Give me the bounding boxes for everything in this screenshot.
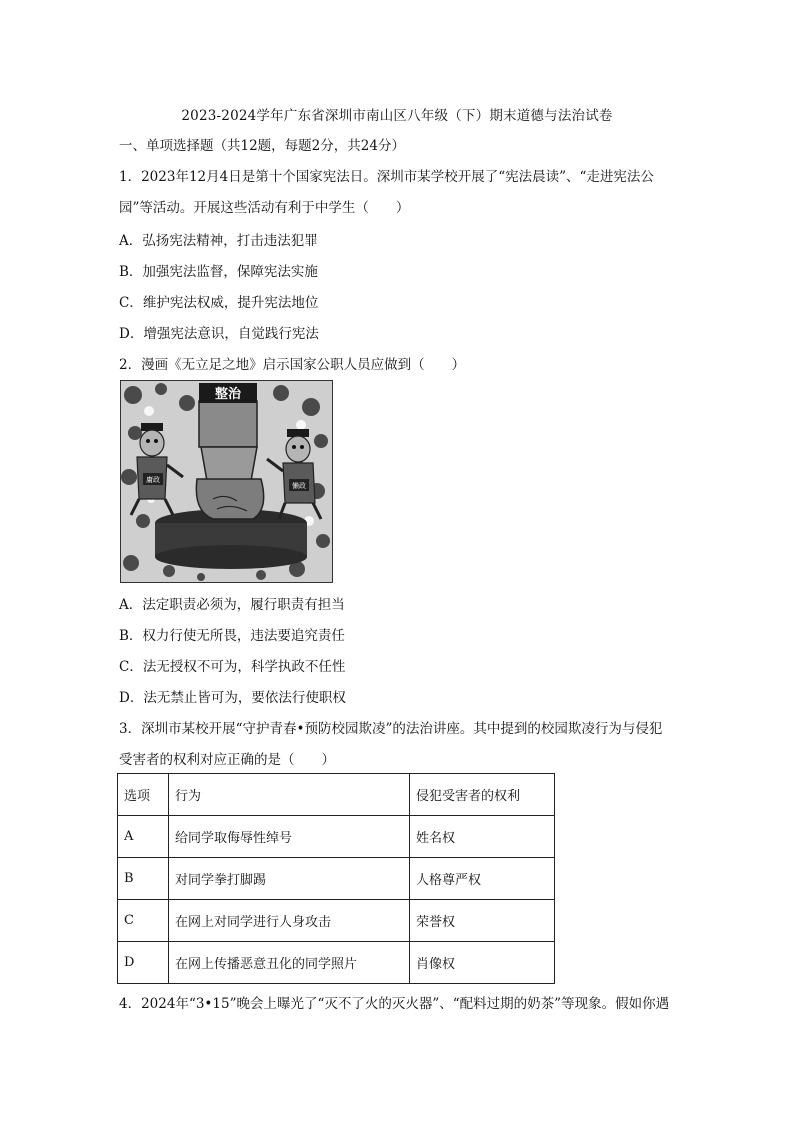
- table-cell: 肖像权: [410, 942, 555, 984]
- q3-stem-line1: 3．深圳市某校开展“守护青春•预防校园欺凌”的法治讲座。其中提到的校园欺凌行为与侵犯: [119, 721, 663, 737]
- table-row: [118, 858, 555, 900]
- table-cell: A: [118, 816, 169, 858]
- q2-stem: 2．漫画《无立足之地》启示国家公职人员应做到（ ）: [119, 357, 466, 373]
- q3-stem-line2: 受害者的权利对应正确的是（ ）: [119, 752, 335, 768]
- q1-option-c: C．维护宪法权威，提升宪法地位: [119, 295, 319, 311]
- q3-table: [117, 773, 555, 984]
- cartoon-left-label: 庸政: [146, 476, 160, 484]
- table-cell: 人格尊严权: [410, 858, 555, 900]
- table-header-row: [118, 774, 555, 816]
- table-cell: 在网上传播恶意丑化的同学照片: [169, 942, 410, 984]
- q2-option-c: C．法无授权不可为，科学执政不任性: [119, 659, 346, 675]
- cartoon-right-label: 懒政: [292, 482, 306, 490]
- q2-option-a: A．法定职责必须为，履行职责有担当: [119, 597, 345, 613]
- table-header-cell: 侵犯受害者的权利: [410, 774, 555, 816]
- table-cell: 给同学取侮辱性绰号: [169, 816, 410, 858]
- section-heading: 一、单项选择题（共12题，每题2分，共24分）: [119, 138, 405, 154]
- table-cell: 荣誉权: [410, 900, 555, 942]
- table-row: [118, 942, 555, 984]
- table-cell: 对同学拳打脚踢: [169, 858, 410, 900]
- q2-option-d: D．法无禁止皆可为，要依法行使职权: [119, 690, 346, 706]
- q1-option-d: D．增强宪法意识，自觉践行宪法: [119, 326, 319, 342]
- q1-stem-line2: 园”等活动。开展这些活动有利于中学生（ ）: [119, 200, 410, 216]
- cartoon-image: [120, 380, 333, 583]
- table-header-cell: 选项: [118, 774, 169, 816]
- table-cell: 姓名权: [410, 816, 555, 858]
- q2-option-b: B．权力行使无所畏，违法要追究责任: [119, 628, 345, 644]
- table-cell: C: [118, 900, 169, 942]
- table-row: [118, 816, 555, 858]
- q1-option-a: A．弘扬宪法精神，打击违法犯罪: [119, 233, 318, 249]
- q4-stem-line1: 4．2024年“3•15”晚会上曝光了“灭不了火的灭火器”、“配料过期的奶茶”等现象。假如你遇: [119, 996, 670, 1012]
- q1-option-b: B．加强宪法监督，保障宪法实施: [119, 264, 318, 280]
- table-cell: 在网上对同学进行人身攻击: [169, 900, 410, 942]
- table-cell: B: [118, 858, 169, 900]
- table-cell: D: [118, 942, 169, 984]
- table-row: [118, 900, 555, 942]
- cartoon-banner-text: 整治: [214, 387, 242, 402]
- q1-stem-line1: 1．2023年12月4日是第十个国家宪法日。深圳市某学校开展了“宪法晨读”、“走进宪法公: [119, 169, 654, 185]
- exam-title: 2023-2024学年广东省深圳市南山区八年级（下）期末道德与法治试卷: [181, 108, 613, 124]
- table-header-cell: 行为: [169, 774, 410, 816]
